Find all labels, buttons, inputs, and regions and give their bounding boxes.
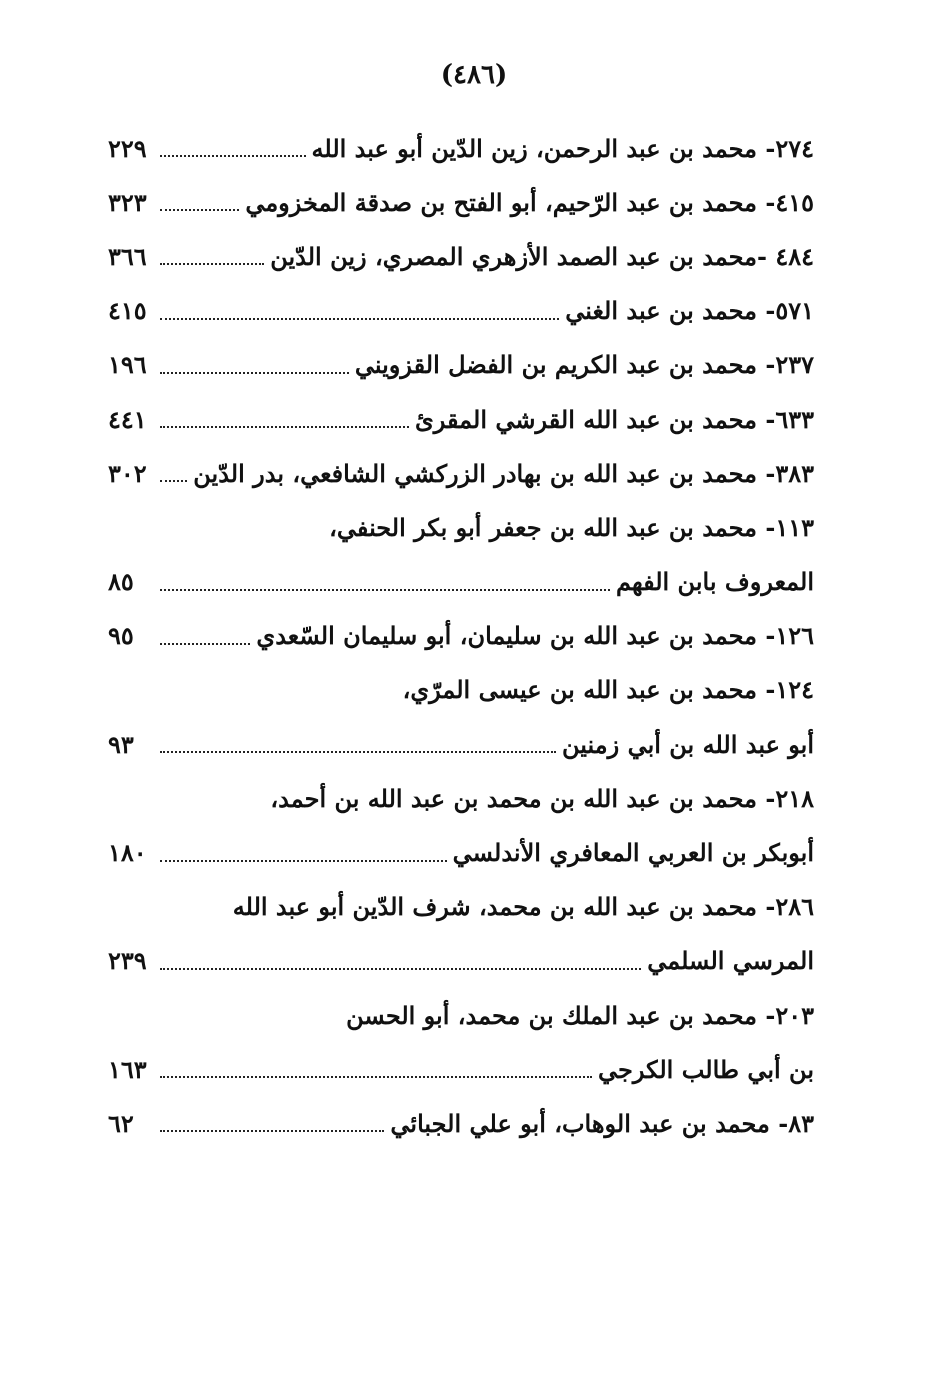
leader-dots (160, 426, 409, 428)
entry-text: أبوبكر بن العربي المعافري الأندلسي (452, 838, 814, 868)
index-entry (108, 1096, 814, 1150)
entry-text: ٢٣٧- محمد بن عبد الكريم بن الفضل القزويني (354, 350, 814, 380)
leader-dots (160, 1130, 384, 1132)
entry-text: ٢١٨- محمد بن عبد الله بن محمد بن عبد الله بن أحمد، (270, 783, 814, 813)
entry-text: المرسي السلمي (647, 946, 814, 976)
leader-dots (160, 860, 447, 862)
index-entry (108, 663, 814, 717)
page-number: (٤٨٦) (440, 60, 508, 90)
entry-text: أبو عبد الله بن أبي زمنين (562, 729, 814, 759)
index-entry (108, 609, 814, 663)
leader-dots (160, 318, 559, 320)
index-entry (108, 880, 814, 934)
leader-dots (160, 480, 187, 482)
entry-page-number: ٤٤١ (108, 404, 147, 434)
entry-text: ١٢٤- محمد بن عبد الله بن عيسى المرّي، (402, 675, 814, 705)
entry-text: ١١٣- محمد بن عبد الله بن جعفر أبو بكر الحنفي، (329, 512, 814, 542)
entry-text: ٦٣٣- محمد بن عبد الله القرشي المقرئ (415, 404, 814, 434)
index-list (108, 121, 814, 1151)
index-entry (108, 555, 814, 609)
entry-page-number: ١٩٦ (108, 350, 147, 380)
entry-page-number: ٨٥ (108, 567, 134, 597)
entry-text: ٣٨٣- محمد بن عبد الله بن بهادر الزركشي الشافعي، بدر الدّين (193, 458, 814, 488)
entry-text: ٢٧٤- محمد بن عبد الرحمن، زين الدّين أبو عبد الله (311, 133, 814, 163)
index-entry (108, 1042, 814, 1096)
index-entry (108, 988, 814, 1042)
entry-page-number: ٢٢٩ (108, 133, 147, 163)
leader-dots (160, 968, 641, 970)
entry-page-number: ١٨٠ (108, 838, 147, 868)
entry-page-number: ٤١٥ (108, 296, 147, 326)
entry-text: بن أبي طالب الكرجي (598, 1054, 814, 1084)
index-entry (108, 717, 814, 771)
leader-dots (160, 209, 239, 211)
index-entry (108, 121, 814, 175)
entry-text: ٨٣- محمد بن عبد الوهاب، أبو علي الجبائي (390, 1108, 814, 1138)
entry-page-number: ٩٣ (108, 729, 134, 759)
index-entry (108, 284, 814, 338)
leader-dots (160, 155, 306, 157)
entry-text: ٤١٥- محمد بن عبد الرّحيم، أبو الفتح بن صدقة المخزومي (245, 187, 814, 217)
entry-text: ١٢٦- محمد بن عبد الله بن سليمان، أبو سليمان السّعدي (256, 621, 814, 651)
index-entry (108, 229, 814, 283)
index-entry (108, 338, 814, 392)
entry-page-number: ١٦٣ (108, 1054, 147, 1084)
entry-text: ٢٠٣- محمد بن عبد الملك بن محمد، أبو الحسن (346, 1000, 814, 1030)
entry-page-number: ٣٠٢ (108, 458, 147, 488)
entry-text: المعروف بابن الفهم (616, 567, 814, 597)
entry-page-number: ٩٥ (108, 621, 134, 651)
entry-page-number: ٢٣٩ (108, 946, 147, 976)
index-entry (108, 825, 814, 879)
leader-dots (160, 372, 349, 374)
leader-dots (160, 751, 556, 753)
leader-dots (160, 643, 250, 645)
leader-dots (160, 1076, 592, 1078)
leader-dots (160, 589, 610, 591)
index-entry (108, 175, 814, 229)
entry-page-number: ٦٢ (108, 1108, 134, 1138)
index-entry (108, 934, 814, 988)
index-entry (108, 500, 814, 554)
entry-page-number: ٣٦٦ (108, 241, 147, 271)
index-entry (108, 392, 814, 446)
entry-text: ٢٨٦- محمد بن عبد الله بن محمد، شرف الدّين أبو عبد الله (232, 892, 814, 922)
entry-text: ٥٧١- محمد بن عبد الغني (565, 296, 814, 326)
leader-dots (160, 263, 264, 265)
entry-page-number: ٣٢٣ (108, 187, 147, 217)
index-entry (108, 446, 814, 500)
index-entry (108, 771, 814, 825)
entry-text: ٤٨٤ -محمد بن عبد الصمد الأزهري المصري، زين الدّين (270, 241, 814, 271)
